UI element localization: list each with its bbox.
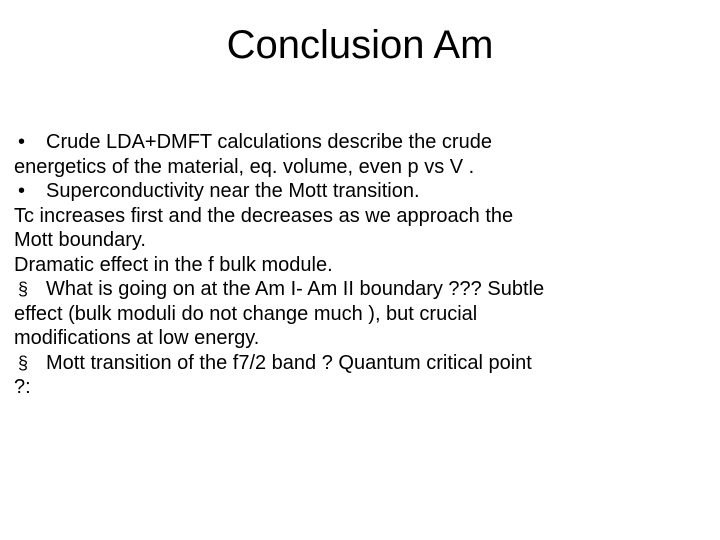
paragraph-text: Tc increases first and the decreases as we approach the xyxy=(14,204,514,227)
bullet-text-continuation: ?: xyxy=(14,376,31,398)
paragraph-text-continuation: Mott boundary. xyxy=(14,229,146,251)
bullet-text: What is going on at the Am I- Am II boundary ??? Subtle xyxy=(46,278,545,300)
text-paragraph xyxy=(14,253,704,278)
section-bullet-icon: § xyxy=(18,279,29,299)
section-bullet-icon: § xyxy=(18,352,29,373)
bullet-item xyxy=(14,179,704,204)
bullet-dot-icon: • xyxy=(18,180,26,202)
slide-title: Conclusion Am xyxy=(226,23,494,67)
slide-body xyxy=(14,130,704,400)
bullet-dot-icon: • xyxy=(18,131,26,153)
bullet-text: Superconductivity near the Mott transition. xyxy=(46,180,420,202)
bullet-item xyxy=(14,351,704,400)
bullet-item xyxy=(14,277,704,351)
bullet-text-continuation: effect (bulk moduli do not change much ), but crucial xyxy=(14,302,478,325)
bullet-text: Mott transition of the f7/2 band ? Quantum critical point xyxy=(46,351,532,374)
bullet-text: Crude LDA+DMFT calculations describe the crude xyxy=(46,131,492,153)
text-paragraph xyxy=(14,204,704,253)
bullet-item xyxy=(14,130,704,179)
bullet-text-continuation: modifications at low energy. xyxy=(14,327,260,349)
paragraph-text: Dramatic effect in the f bulk module. xyxy=(14,253,333,276)
bullet-text-continuation: energetics of the material, eq. volume, even p vs V . xyxy=(14,155,475,178)
